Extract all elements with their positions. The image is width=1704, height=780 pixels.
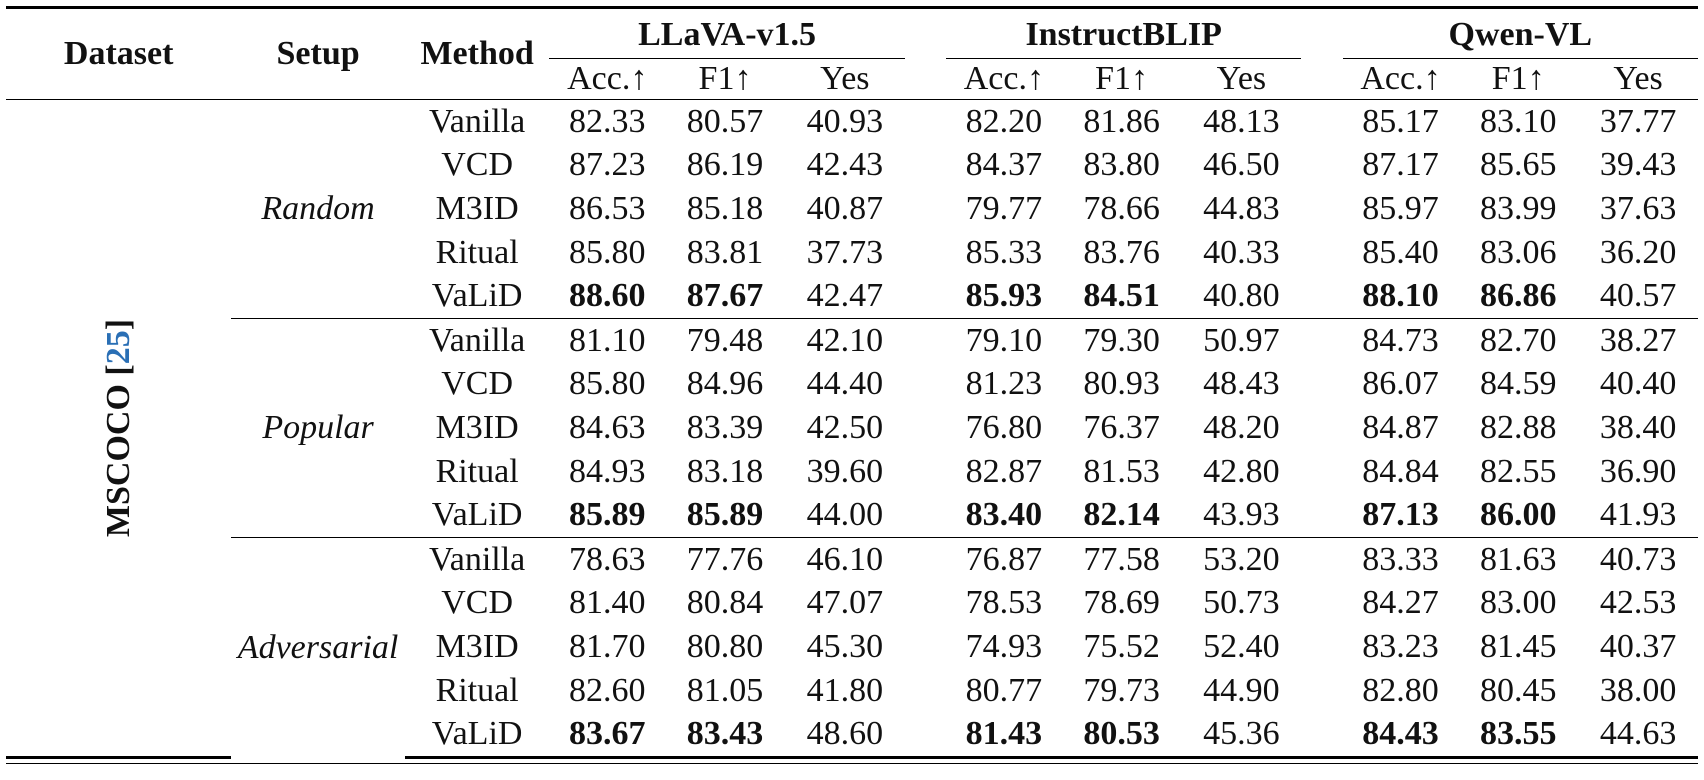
value-cell: 53.20	[1182, 537, 1302, 581]
value-cell: 45.30	[806, 627, 884, 665]
value-cell: 38.27	[1578, 318, 1698, 362]
citation-link[interactable]: 25	[99, 330, 137, 365]
value-cell: 84.51	[1083, 277, 1160, 315]
value-cell: 84.73	[1343, 318, 1459, 362]
value-cell: 85.18	[686, 189, 764, 227]
value-cell: 80.53	[1062, 712, 1182, 757]
value-cell: 85.97	[1362, 189, 1439, 227]
header-model-instructblip: InstructBLIP	[946, 18, 1301, 59]
value-cell: 42.10	[785, 318, 905, 362]
value-cell: 48.43	[1203, 365, 1280, 403]
value-cell: 78.69	[1083, 584, 1160, 622]
value-cell: 79.73	[1083, 671, 1160, 709]
header-metric: Acc.↑	[946, 59, 1062, 100]
value-cell: 74.93	[965, 627, 1043, 665]
value-cell: 84.93	[569, 452, 646, 490]
method-label: M3ID	[435, 189, 519, 227]
method-label: Vanilla	[405, 537, 550, 581]
value-cell: 79.10	[946, 318, 1062, 362]
value-cell: 83.55	[1458, 712, 1578, 757]
value-cell: 81.10	[549, 318, 665, 362]
value-cell: 38.00	[1599, 671, 1677, 709]
value-cell: 40.57	[1599, 277, 1677, 315]
value-cell: 75.52	[1083, 627, 1160, 665]
value-cell: 76.80	[965, 408, 1043, 446]
header-metric: Acc.↑	[549, 59, 665, 100]
value-cell: 42.50	[806, 408, 884, 446]
value-cell: 85.65	[1479, 146, 1557, 184]
value-cell: 85.33	[965, 233, 1043, 271]
value-cell: 40.87	[806, 189, 884, 227]
value-cell: 79.77	[965, 189, 1043, 227]
value-cell: 36.90	[1599, 452, 1677, 490]
value-cell: 48.13	[1203, 102, 1280, 140]
header-model-qwenvl: Qwen-VL	[1343, 18, 1698, 59]
method-label: Ritual	[435, 452, 519, 490]
value-cell: 40.80	[1203, 277, 1280, 315]
header-metric: Yes	[785, 59, 905, 100]
value-cell: 81.53	[1083, 452, 1160, 490]
method-label: VaLiD	[431, 277, 523, 315]
value-cell: 45.36	[1182, 712, 1302, 757]
value-cell: 77.58	[1062, 537, 1182, 581]
setup-label: Popular	[231, 318, 405, 537]
method-label: Vanilla	[405, 318, 550, 362]
value-cell: 78.66	[1083, 189, 1160, 227]
value-cell: 76.87	[946, 537, 1062, 581]
value-cell: 84.96	[686, 365, 764, 403]
value-cell: 84.59	[1479, 365, 1557, 403]
value-cell: 88.10	[1362, 277, 1439, 315]
method-label: M3ID	[435, 627, 519, 665]
header-setup: Setup	[231, 8, 405, 100]
value-cell: 83.40	[965, 496, 1043, 534]
value-cell: 86.53	[569, 189, 646, 227]
value-cell: 81.40	[569, 584, 646, 622]
value-cell: 83.33	[1343, 537, 1459, 581]
value-cell: 84.87	[1362, 408, 1439, 446]
value-cell: 85.89	[569, 496, 646, 534]
value-cell: 83.10	[1479, 102, 1557, 140]
value-cell: 83.18	[686, 452, 764, 490]
value-cell: 37.63	[1599, 189, 1677, 227]
value-cell: 40.40	[1599, 365, 1677, 403]
value-cell: 84.84	[1362, 452, 1439, 490]
value-cell: 47.07	[806, 584, 884, 622]
value-cell: 84.37	[965, 146, 1043, 184]
value-cell: 76.37	[1083, 408, 1160, 446]
value-cell: 81.63	[1458, 537, 1578, 581]
value-cell: 78.63	[549, 537, 665, 581]
value-cell: 41.80	[806, 671, 884, 709]
value-cell: 80.57	[686, 102, 764, 140]
header-metric: Yes	[1182, 59, 1302, 100]
bottom-double-rule	[6, 763, 1698, 764]
value-cell: 46.50	[1203, 146, 1280, 184]
value-cell: 44.90	[1203, 671, 1280, 709]
header-model-llava: LLaVA-v1.5	[549, 18, 904, 59]
value-cell: 80.93	[1083, 365, 1160, 403]
value-cell: 40.73	[1578, 537, 1698, 581]
results-body	[6, 100, 1698, 758]
header-dataset: Dataset	[6, 8, 231, 100]
value-cell: 79.30	[1062, 318, 1182, 362]
table-row	[6, 100, 1698, 144]
method-label: VCD	[441, 146, 514, 184]
header-metric: Acc.↑	[1343, 59, 1459, 100]
value-cell: 81.23	[965, 365, 1043, 403]
value-cell: 81.86	[1083, 102, 1160, 140]
value-cell: 82.60	[569, 671, 646, 709]
value-cell: 85.40	[1362, 233, 1439, 271]
value-cell: 82.88	[1479, 408, 1557, 446]
value-cell: 88.60	[569, 277, 646, 315]
method-label: M3ID	[435, 408, 519, 446]
value-cell: 80.84	[686, 584, 764, 622]
value-cell: 87.17	[1362, 146, 1439, 184]
value-cell: 52.40	[1203, 627, 1280, 665]
value-cell: 82.55	[1479, 452, 1557, 490]
method-label: VaLiD	[405, 712, 550, 757]
value-cell: 44.63	[1578, 712, 1698, 757]
table-row	[6, 537, 1698, 581]
setup-label: Adversarial	[231, 537, 405, 757]
value-cell: 79.48	[665, 318, 785, 362]
value-cell: 81.43	[946, 712, 1062, 757]
value-cell: 85.80	[569, 365, 646, 403]
setup-label: Random	[261, 189, 375, 227]
method-label: VaLiD	[431, 496, 523, 534]
value-cell: 42.47	[806, 277, 884, 315]
dataset-cell	[6, 100, 231, 758]
value-cell: 83.80	[1083, 146, 1160, 184]
value-cell: 83.39	[686, 408, 764, 446]
value-cell: 85.17	[1362, 102, 1439, 140]
value-cell: 82.20	[965, 102, 1043, 140]
value-cell: 46.10	[785, 537, 905, 581]
method-label: VCD	[441, 365, 514, 403]
header-metric: Yes	[1578, 59, 1698, 100]
header-metric: F1↑	[1062, 59, 1182, 100]
value-cell: 37.73	[806, 233, 884, 271]
value-cell: 85.93	[965, 277, 1043, 315]
method-label: Ritual	[435, 671, 519, 709]
value-cell: 44.00	[806, 496, 884, 534]
value-cell: 48.60	[785, 712, 905, 757]
value-cell: 48.20	[1203, 408, 1280, 446]
dataset-bracket: ]	[99, 318, 137, 331]
value-cell: 78.53	[965, 584, 1043, 622]
value-cell: 83.00	[1479, 584, 1557, 622]
value-cell: 80.77	[965, 671, 1043, 709]
value-cell: 40.37	[1599, 627, 1677, 665]
value-cell: 39.60	[806, 452, 884, 490]
value-cell: 80.80	[686, 627, 764, 665]
value-cell: 85.80	[569, 233, 646, 271]
value-cell: 81.45	[1479, 627, 1557, 665]
value-cell: 84.27	[1362, 584, 1439, 622]
table-row	[6, 318, 1698, 362]
value-cell: 86.19	[686, 146, 764, 184]
value-cell: 80.45	[1479, 671, 1557, 709]
value-cell: 42.53	[1599, 584, 1677, 622]
method-label: VCD	[441, 584, 514, 622]
value-cell: 83.67	[549, 712, 665, 757]
value-cell: 37.77	[1599, 102, 1677, 140]
header-metric: F1↑	[1458, 59, 1578, 100]
dataset-label	[99, 318, 137, 538]
value-cell: 83.23	[1362, 627, 1439, 665]
header-method: Method	[405, 8, 550, 100]
value-cell: 44.83	[1203, 189, 1280, 227]
dataset-name: MSCOCO [	[99, 364, 137, 538]
value-cell: 87.67	[686, 277, 764, 315]
value-cell: 40.93	[806, 102, 884, 140]
value-cell: 36.20	[1599, 233, 1677, 271]
value-cell: 83.99	[1479, 189, 1557, 227]
value-cell: 50.97	[1182, 318, 1302, 362]
value-cell: 83.81	[686, 233, 764, 271]
value-cell: 41.93	[1599, 496, 1677, 534]
value-cell: 86.07	[1362, 365, 1439, 403]
results-table	[6, 6, 1698, 759]
value-cell: 86.00	[1479, 496, 1557, 534]
value-cell: 44.40	[806, 365, 884, 403]
value-cell: 82.14	[1083, 496, 1160, 534]
value-cell: 84.43	[1343, 712, 1459, 757]
value-cell: 82.87	[965, 452, 1043, 490]
method-label: Vanilla	[428, 102, 526, 140]
value-cell: 81.70	[569, 627, 646, 665]
value-cell: 40.33	[1203, 233, 1280, 271]
value-cell: 85.89	[686, 496, 764, 534]
value-cell: 87.23	[569, 146, 646, 184]
value-cell: 83.76	[1083, 233, 1160, 271]
value-cell: 83.06	[1479, 233, 1557, 271]
value-cell: 83.43	[665, 712, 785, 757]
value-cell: 42.43	[806, 146, 884, 184]
value-cell: 38.40	[1599, 408, 1677, 446]
value-cell: 39.43	[1599, 146, 1677, 184]
header-metric: F1↑	[665, 59, 785, 100]
value-cell: 81.05	[686, 671, 764, 709]
value-cell: 42.80	[1203, 452, 1280, 490]
method-label: Ritual	[435, 233, 519, 271]
value-cell: 82.80	[1362, 671, 1439, 709]
value-cell: 82.33	[569, 102, 646, 140]
value-cell: 86.86	[1479, 277, 1557, 315]
value-cell: 43.93	[1203, 496, 1280, 534]
value-cell: 87.13	[1362, 496, 1439, 534]
value-cell: 84.63	[569, 408, 646, 446]
value-cell: 77.76	[665, 537, 785, 581]
value-cell: 82.70	[1458, 318, 1578, 362]
value-cell: 50.73	[1203, 584, 1280, 622]
